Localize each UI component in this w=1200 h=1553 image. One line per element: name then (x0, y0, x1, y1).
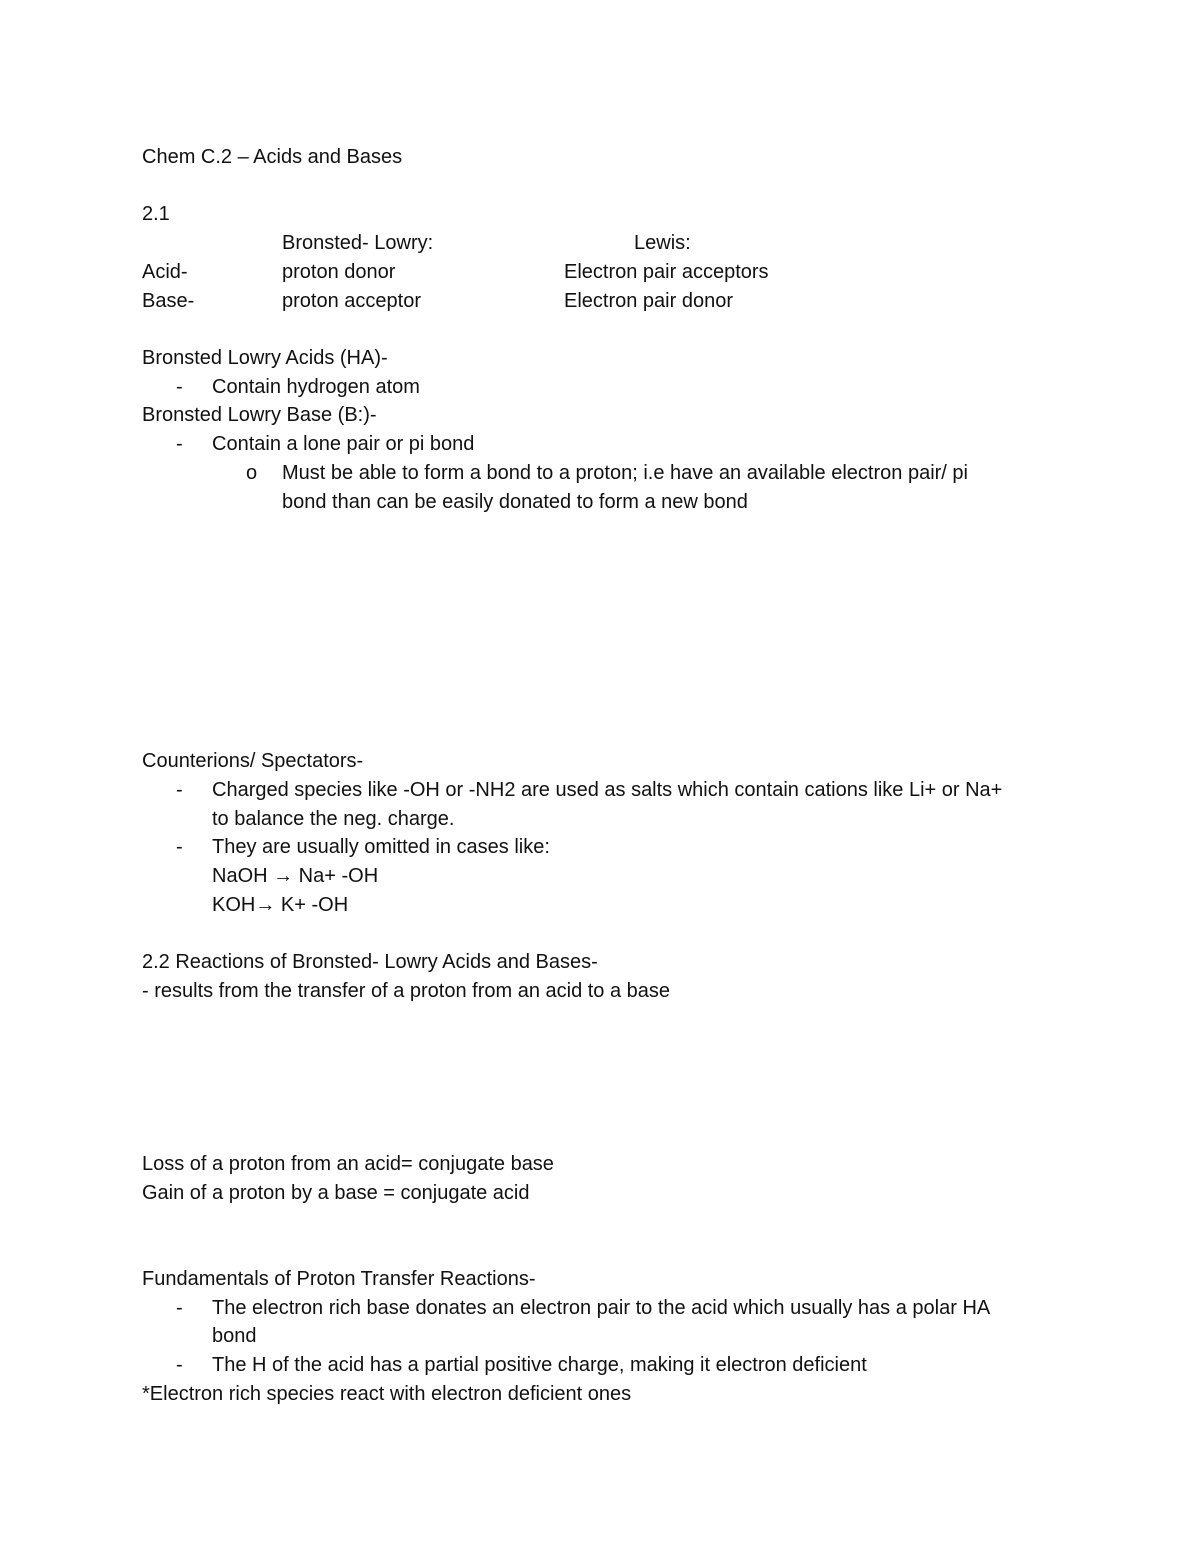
fundamentals-bullet1-line2: bond (212, 1325, 257, 1347)
equation-products: Na+ -OH (293, 865, 379, 887)
base-lewis-def: Electron pair donor (564, 290, 733, 312)
bl-base-sub-bullet-line1: Must be able to form a bond to a proton; i.e have an available electron pair/ pi (282, 462, 968, 484)
fundamentals-note: *Electron rich species react with electron deficient ones (142, 1383, 632, 1405)
reaction-arrow-icon: → (273, 865, 294, 887)
equation-naoh (212, 862, 378, 890)
counterions-bullet1-line2: to balance the neg. charge. (212, 808, 455, 830)
counterions-bullet1-line1: Charged species like -OH or -NH2 are used as salts which contain cations like Li+ or Na+ (212, 779, 1003, 801)
reaction-arrow-icon: → (255, 894, 276, 916)
counterions-heading: Counterions/ Spectators- (142, 750, 364, 772)
bl-base-sub-bullet-line2: bond than can be easily donated to form a new bond (282, 491, 748, 513)
counterions-bullet2: They are usually omitted in cases like: (212, 836, 550, 858)
section-heading-2-2: 2.2 Reactions of Bronsted- Lowry Acids and Bases- (142, 951, 598, 973)
dash-bullet: - (176, 433, 183, 455)
equation-koh (212, 891, 348, 919)
col-header-bronsted: Bronsted- Lowry: (282, 232, 434, 254)
dash-bullet: - (176, 1297, 183, 1319)
equation-reactant: KOH (212, 894, 256, 916)
dash-bullet: - (176, 376, 183, 398)
row-label-acid: Acid- (142, 261, 188, 283)
dash-bullet: - (176, 779, 183, 801)
bl-base-heading: Bronsted Lowry Base (B:)- (142, 404, 377, 426)
row-label-base: Base- (142, 290, 195, 312)
fundamentals-heading: Fundamentals of Proton Transfer Reactions- (142, 1268, 536, 1290)
page-title: Chem C.2 – Acids and Bases (142, 146, 403, 168)
dash-bullet: - (176, 836, 183, 858)
section-2-2-text: - results from the transfer of a proton from an acid to a base (142, 980, 671, 1002)
acid-lewis-def: Electron pair acceptors (564, 261, 769, 283)
fundamentals-bullet1-line1: The electron rich base donates an electron pair to the acid which usually has a polar HA (212, 1297, 991, 1319)
circle-bullet: o (246, 462, 258, 484)
conjugate-base-line: Loss of a proton from an acid= conjugate base (142, 1153, 554, 1175)
equation-reactant: NaOH (212, 865, 274, 887)
bl-acids-heading: Bronsted Lowry Acids (HA)- (142, 347, 388, 369)
dash-bullet: - (176, 1354, 183, 1376)
fundamentals-bullet2: The H of the acid has a partial positive charge, making it electron deficient (212, 1354, 867, 1376)
equation-products: K+ -OH (275, 894, 349, 916)
section-heading-2-1: 2.1 (142, 203, 170, 225)
acid-bronsted-def: proton donor (282, 261, 396, 283)
conjugate-acid-line: Gain of a proton by a base = conjugate acid (142, 1182, 530, 1204)
base-bronsted-def: proton acceptor (282, 290, 421, 312)
bl-base-bullet: Contain a lone pair or pi bond (212, 433, 475, 455)
bl-acids-bullet: Contain hydrogen atom (212, 376, 420, 398)
col-header-lewis: Lewis: (634, 232, 691, 254)
